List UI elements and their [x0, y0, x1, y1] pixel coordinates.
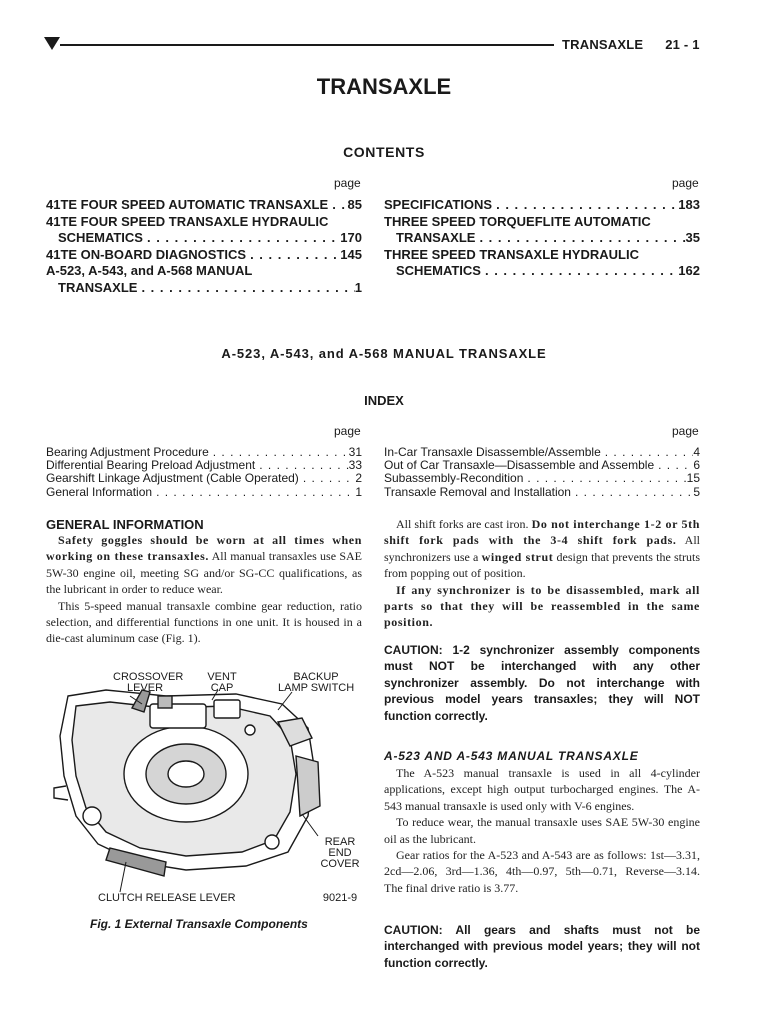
index-entry[interactable]: Bearing Adjustment Procedure . . . 31 [46, 446, 362, 459]
running-header [562, 37, 700, 52]
label-rear-end-cover: REAR END COVER [320, 836, 360, 870]
index-page-label-left: page [334, 424, 361, 438]
section-title: A-523, A-543, and A-568 MANUAL TRANSAXLE [221, 346, 547, 361]
contents-entry[interactable]: 41TE ON-BOARD DIAGNOSTICS . . . 145 [46, 247, 362, 264]
caution-gears-shafts: CAUTION: All gears and shafts must not be interchanged with previous model years; they will not function correctly. [384, 923, 700, 970]
contents-entry[interactable]: SPECIFICATIONS . . . 183 [384, 197, 700, 214]
contents-list-right [384, 197, 700, 280]
contents-heading: CONTENTS [343, 144, 425, 160]
figure-code: 9021-9 [322, 892, 358, 904]
header-triangle-icon [44, 37, 60, 50]
header-section: TRANSAXLE [562, 37, 644, 52]
subheading-a523-a543: A-523 AND A-543 MANUAL TRANSAXLE [384, 749, 639, 763]
contents-entry[interactable]: 41TE FOUR SPEED AUTOMATIC TRANSAXLE . . . 85 [46, 197, 362, 214]
page-title: TRANSAXLE [316, 74, 452, 99]
contents-entry[interactable]: SCHEMATICS . . . 170 [46, 230, 362, 247]
transaxle-illustration [46, 666, 362, 910]
shift-forks-text: All shift forks are cast iron. Do not interchange 1-2 or 5th shift fork pads with the 3-4 shift fork pads. All synchronizers use a winged strut design that prevents the struts from popping out of position. If any synchronizer is to be disassembled, mark all parts so that they will be reassembled in the same position. [384, 517, 701, 630]
index-list-right [384, 446, 700, 499]
index-page-label-right: page [672, 424, 699, 438]
label-vent-cap: VENT CAP [207, 671, 237, 694]
index-entry[interactable]: Transaxle Removal and Installation . . . 5 [384, 486, 700, 499]
general-information-text: Safety goggles should be worn at all times when working on these transaxles. All manual transaxles use SAE 5W-30 engine oil, meeting SG and/or SG-CC qualifications, as the lubricant in order to reduce wear. This 5-speed manual transaxle combine gear reduction, ratio selection, and differential functions in one unit. It is housed in a die-cast aluminum case (Fig. 1). [46, 533, 362, 646]
index-entry[interactable]: Differential Bearing Preload Adjustment . . . 33 [46, 459, 362, 472]
index-list-left [46, 446, 362, 499]
contents-entry: 41TE FOUR SPEED TRANSAXLE HYDRAULIC [46, 213, 329, 229]
contents-list-left [46, 197, 362, 297]
general-information-heading: GENERAL INFORMATION [46, 517, 204, 532]
contents-page-label-left: page [334, 176, 361, 190]
label-crossover-lever: CROSSOVER LEVER [113, 671, 184, 694]
contents-page-label-right: page [672, 176, 699, 190]
contents-entry: A-523, A-543, and A-568 MANUAL [46, 263, 253, 279]
contents-entry[interactable]: SCHEMATICS . . . 162 [384, 263, 700, 280]
label-clutch-release-lever: CLUTCH RELEASE LEVER [98, 892, 236, 904]
index-entry[interactable]: Gearshift Linkage Adjustment (Cable Operated) . . . 2 [46, 472, 362, 485]
index-entry[interactable]: In-Car Transaxle Disassemble/Assemble . . . 4 [384, 446, 700, 459]
contents-entry: THREE SPEED TRANSAXLE HYDRAULIC [384, 246, 639, 262]
header-page-number: 21 - 1 [665, 37, 700, 52]
figure-transaxle [46, 666, 362, 910]
a523-a543-text: The A-523 manual transaxle is used in all 4-cylinder applications, except high output turbocharged engines. The A-543 manual transaxle is used only with V-6 engines. To reduce wear, the manual transaxle uses SAE 5W-30 engine oil as the lubricant. Gear ratios for the A-523 and A-543 are as follows: 1st—3.31, 2cd—2.06, 3rd—1.36, 4th—0.97, 5th—0.71, Reverse—3.14. The final drive ratio is 3.77. [384, 766, 700, 895]
contents-entry[interactable]: TRANSAXLE . . . 1 [46, 280, 362, 297]
contents-entry: THREE SPEED TORQUEFLITE AUTOMATIC [384, 213, 651, 229]
caution-synchronizer: CAUTION: 1-2 synchronizer assembly components must NOT be interchanged with any other synchronizer assembly. Do not interchange with previous model years transaxles; they will NOT function correctly. [384, 643, 700, 723]
label-backup-lamp-switch: BACKUP LAMP SWITCH [278, 671, 355, 694]
figure-caption: Fig. 1 External Transaxle Components [90, 917, 308, 931]
header-rule [60, 44, 554, 46]
index-entry[interactable]: Subassembly-Recondition . . . 15 [384, 472, 700, 485]
index-entry[interactable]: Out of Car Transaxle—Disassemble and Assemble . . . 6 [384, 459, 700, 472]
contents-entry[interactable]: TRANSAXLE . . . 35 [384, 230, 700, 247]
index-heading: INDEX [364, 393, 404, 408]
index-entry[interactable]: General Information . . . 1 [46, 486, 362, 499]
